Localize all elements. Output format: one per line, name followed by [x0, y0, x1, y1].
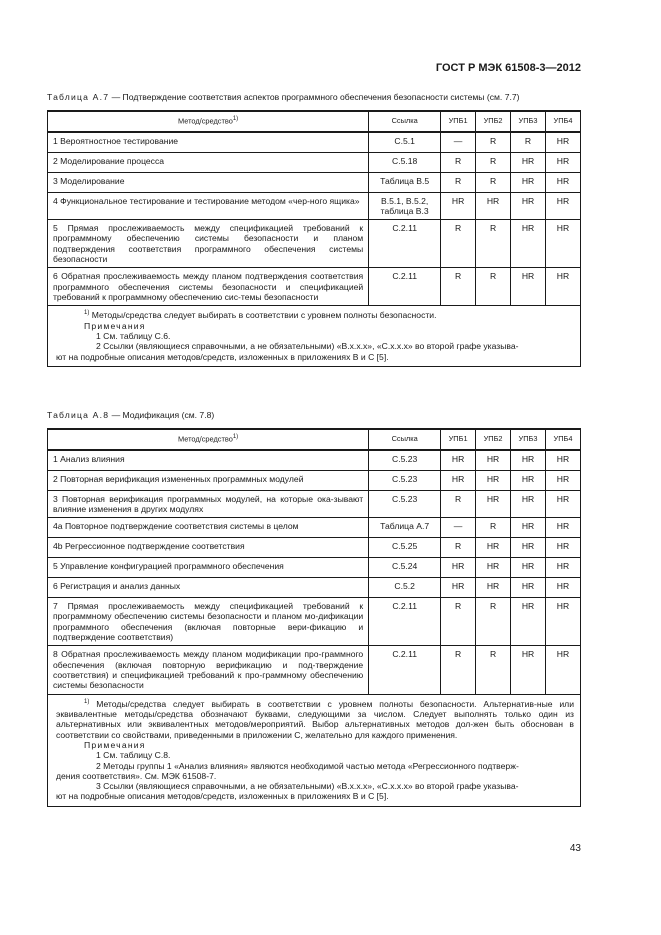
sil3-cell: HR — [511, 450, 546, 470]
sil1-cell: R — [441, 490, 476, 518]
table-row — [48, 152, 581, 172]
note-2-first: 2 Ссылки (являющиеся справочными, а не обязательными) «B.x.x.x», «C.x.x.x» во второй графе указыва- — [96, 341, 519, 352]
footnote-row — [48, 306, 581, 367]
col-header-sil4: УПБ4 — [546, 429, 581, 450]
ref-cell: C.5.23 — [369, 490, 441, 518]
method-cell: 1 Анализ влияния — [48, 450, 369, 470]
table-a7-caption — [47, 92, 520, 102]
ref-cell: C.5.18 — [369, 152, 441, 172]
col-header-sil1: УПБ1 — [441, 111, 476, 132]
ref-cell: Таблица B.5 — [369, 172, 441, 192]
table-row — [48, 518, 581, 538]
sil4-cell: HR — [546, 152, 581, 172]
table-footnote — [48, 306, 581, 367]
sil1-cell: R — [441, 538, 476, 558]
table-row — [48, 646, 581, 694]
sil2-cell: R — [476, 132, 511, 152]
table-row — [48, 578, 581, 598]
ref-cell: C.5.25 — [369, 538, 441, 558]
table-row — [48, 470, 581, 490]
sil3-cell: HR — [511, 220, 546, 268]
method-cell: 7 Прямая прослеживаемость между спецификацией требований к программному обеспечению системы безопасности и планом мо-дификации программного обеспечения (включая повторные вери-фикацию и подтверждение соответствия) — [48, 598, 369, 646]
sil1-cell: R — [441, 646, 476, 694]
sil4-cell: HR — [546, 450, 581, 470]
sil2-cell: R — [476, 172, 511, 192]
sil2-cell: R — [476, 518, 511, 538]
sil4-cell: HR — [546, 518, 581, 538]
method-cell: 4 Функциональное тестирование и тестирование методом «чер-ного ящика» — [48, 192, 369, 220]
col-header-method: Метод/средство$^{1)}$ — [48, 429, 369, 450]
sil4-cell: HR — [546, 598, 581, 646]
sil4-cell: HR — [546, 538, 581, 558]
sil1-cell: HR — [441, 558, 476, 578]
ref-cell: Таблица A.7 — [369, 518, 441, 538]
table-a7 — [47, 110, 581, 367]
sil3-cell: HR — [511, 518, 546, 538]
ref-cell: C.5.1 — [369, 132, 441, 152]
notes-title: Примечания — [84, 320, 146, 331]
document-header: ГОСТ Р МЭК 61508-3—2012 — [435, 62, 581, 74]
sil2-cell: HR — [476, 538, 511, 558]
sil2-cell: R — [476, 220, 511, 268]
table-a8 — [47, 428, 581, 807]
method-cell: 2 Моделирование процесса — [48, 152, 369, 172]
table-row — [48, 132, 581, 152]
col-header-sil1: УПБ1 — [441, 429, 476, 450]
ref-cell: C.2.11 — [369, 598, 441, 646]
col-header-ref: Ссылка — [369, 429, 441, 450]
sil3-cell: HR — [511, 490, 546, 518]
ref-cell: C.5.24 — [369, 558, 441, 578]
sil2-cell: R — [476, 152, 511, 172]
note-2-first: 2 Методы группы 1 «Анализ влияния» являются необходимой частью метода «Регрессионного подтверж- — [96, 760, 519, 771]
table-header-row — [48, 429, 581, 450]
ref-cell: C.5.23 — [369, 450, 441, 470]
sil3-cell: HR — [511, 538, 546, 558]
table-row — [48, 268, 581, 306]
sil4-cell: HR — [546, 192, 581, 220]
ref-cell: C.2.11 — [369, 268, 441, 306]
table-row — [48, 172, 581, 192]
note-2-rest: дения соответствия». См. МЭК 61508-7. — [56, 770, 217, 781]
sil1-cell: — — [441, 518, 476, 538]
method-cell: 8 Обратная прослеживаемость между планом модификации про-граммного обеспечения (включая повторную верификацию и под-тверждение соответствия) и спецификацией требований к про-граммному обеспечению системы безопасности — [48, 646, 369, 694]
col-header-sil3: УПБ3 — [511, 429, 546, 450]
method-cell: 5 Прямая прослеживаемость между спецификацией требований к программному обеспечению системы безопасности и планом подтверждения соответствия программного обеспечения системы безопасности — [48, 220, 369, 268]
sil1-cell: — — [441, 132, 476, 152]
ref-cell: C.2.11 — [369, 220, 441, 268]
sil3-cell: HR — [511, 470, 546, 490]
col-header-method: Метод/средство$^{1)}$ — [48, 111, 369, 132]
col-header-sil3: УПБ3 — [511, 111, 546, 132]
sil3-cell: HR — [511, 192, 546, 220]
sil4-cell: HR — [546, 268, 581, 306]
note-1: 1 См. таблицу C.8. — [96, 750, 171, 761]
sil2-cell: HR — [476, 578, 511, 598]
table-row — [48, 450, 581, 470]
caption-prefix: Таблица А.8 — [47, 410, 110, 420]
method-cell: 5 Управление конфигурацией программного обеспечения — [48, 558, 369, 578]
method-cell: 4a Повторное подтверждение соответствия системы в целом — [48, 518, 369, 538]
sil2-cell: HR — [476, 450, 511, 470]
sil3-cell: R — [511, 132, 546, 152]
ref-cell: C.5.23 — [369, 470, 441, 490]
method-cell: 2 Повторная верификация измененных программных модулей — [48, 470, 369, 490]
sil1-cell: R — [441, 172, 476, 192]
col-header-sil4: УПБ4 — [546, 111, 581, 132]
sil2-cell: R — [476, 268, 511, 306]
note-1: 1 См. таблицу C.6. — [96, 330, 171, 341]
table-a8-caption — [47, 410, 214, 420]
table-row — [48, 192, 581, 220]
sil4-cell: HR — [546, 470, 581, 490]
sil2-cell: HR — [476, 490, 511, 518]
note-3-rest: ют на подробные описания методов/средств, изложенных в приложениях B и C [5]. — [56, 791, 389, 802]
sil3-cell: HR — [511, 268, 546, 306]
table-header-row — [48, 111, 581, 132]
sil3-cell: HR — [511, 578, 546, 598]
caption-text: — Модификация (см. 7.8) — [109, 410, 215, 420]
sil1-cell: R — [441, 598, 476, 646]
caption-text: — Подтверждение соответствия аспектов программного обеспечения безопасности системы (см. 7.7) — [109, 92, 520, 102]
method-cell: 3 Повторная верификация программных модулей, на которые ока-зывают влияние изменения в других модулях — [48, 490, 369, 518]
col-header-sil2: УПБ2 — [476, 429, 511, 450]
sil1-cell: HR — [441, 578, 476, 598]
sil2-cell: HR — [476, 470, 511, 490]
sil1-cell: HR — [441, 450, 476, 470]
page-number: 43 — [569, 843, 581, 854]
col-header-ref: Ссылка — [369, 111, 441, 132]
ref-cell: C.5.2 — [369, 578, 441, 598]
caption-prefix: Таблица А.7 — [47, 92, 110, 102]
sil3-cell: HR — [511, 152, 546, 172]
method-cell: 6 Обратная прослеживаемость между планом подтверждения соответствия программного обеспечения системы безопасности и спецификацией требований к программному обеспечению сис-темы безопасности — [48, 268, 369, 306]
footnote-row — [48, 694, 581, 806]
method-cell: 1 Вероятностное тестирование — [48, 132, 369, 152]
table-row — [48, 220, 581, 268]
sil3-cell: HR — [511, 558, 546, 578]
sil4-cell: HR — [546, 558, 581, 578]
sil2-cell: HR — [476, 558, 511, 578]
sil3-cell: HR — [511, 172, 546, 192]
sil1-cell: R — [441, 268, 476, 306]
table-row — [48, 558, 581, 578]
sil1-cell: R — [441, 152, 476, 172]
sil4-cell: HR — [546, 132, 581, 152]
sil1-cell: HR — [441, 192, 476, 220]
sil2-cell: R — [476, 646, 511, 694]
method-cell: 4b Регрессионное подтверждение соответствия — [48, 538, 369, 558]
table-row — [48, 538, 581, 558]
ref-cell: C.2.11 — [369, 646, 441, 694]
table-footnote — [48, 694, 581, 806]
col-header-sil2: УПБ2 — [476, 111, 511, 132]
footnote-1: $^{1)}$ Методы/средства следует выбирать в соответствии с уровнем полноты безопасности. Альтернатив-ные или эквивалентные методы/средства обозначают буквами, следующими за числом. Следует выполнять только один из альтернативных или эквивалентных методов/мероприятий. Выбор альтернативных методов дол-жен быть обоснован в соответствии со свойствами, приведенными в приложении C, желательно для каждого применения. — [56, 698, 574, 740]
sil4-cell: HR — [546, 490, 581, 518]
footnote-1: $^{1)}$ Методы/средства следует выбирать в соответствии с уровнем полноты безопасности. — [84, 310, 437, 321]
table-row — [48, 598, 581, 646]
sil4-cell: HR — [546, 172, 581, 192]
sil3-cell: HR — [511, 646, 546, 694]
sil4-cell: HR — [546, 646, 581, 694]
sil4-cell: HR — [546, 578, 581, 598]
sil3-cell: HR — [511, 598, 546, 646]
note-2-rest: ют на подробные описания методов/средств, изложенных в приложениях B и C [5]. — [56, 351, 389, 362]
method-cell: 3 Моделирование — [48, 172, 369, 192]
ref-cell: B.5.1, B.5.2, таблица B.3 — [369, 192, 441, 220]
sil1-cell: R — [441, 220, 476, 268]
table-row — [48, 490, 581, 518]
notes-title: Примечания — [84, 739, 146, 750]
sil2-cell: R — [476, 598, 511, 646]
sil1-cell: HR — [441, 470, 476, 490]
sil4-cell: HR — [546, 220, 581, 268]
note-3-first: 3 Ссылки (являющиеся справочными, а не обязательными) «B.x.x.x», «C.x.x.x» во второй графе указыва- — [96, 781, 519, 792]
method-cell: 6 Регистрация и анализ данных — [48, 578, 369, 598]
sil2-cell: HR — [476, 192, 511, 220]
